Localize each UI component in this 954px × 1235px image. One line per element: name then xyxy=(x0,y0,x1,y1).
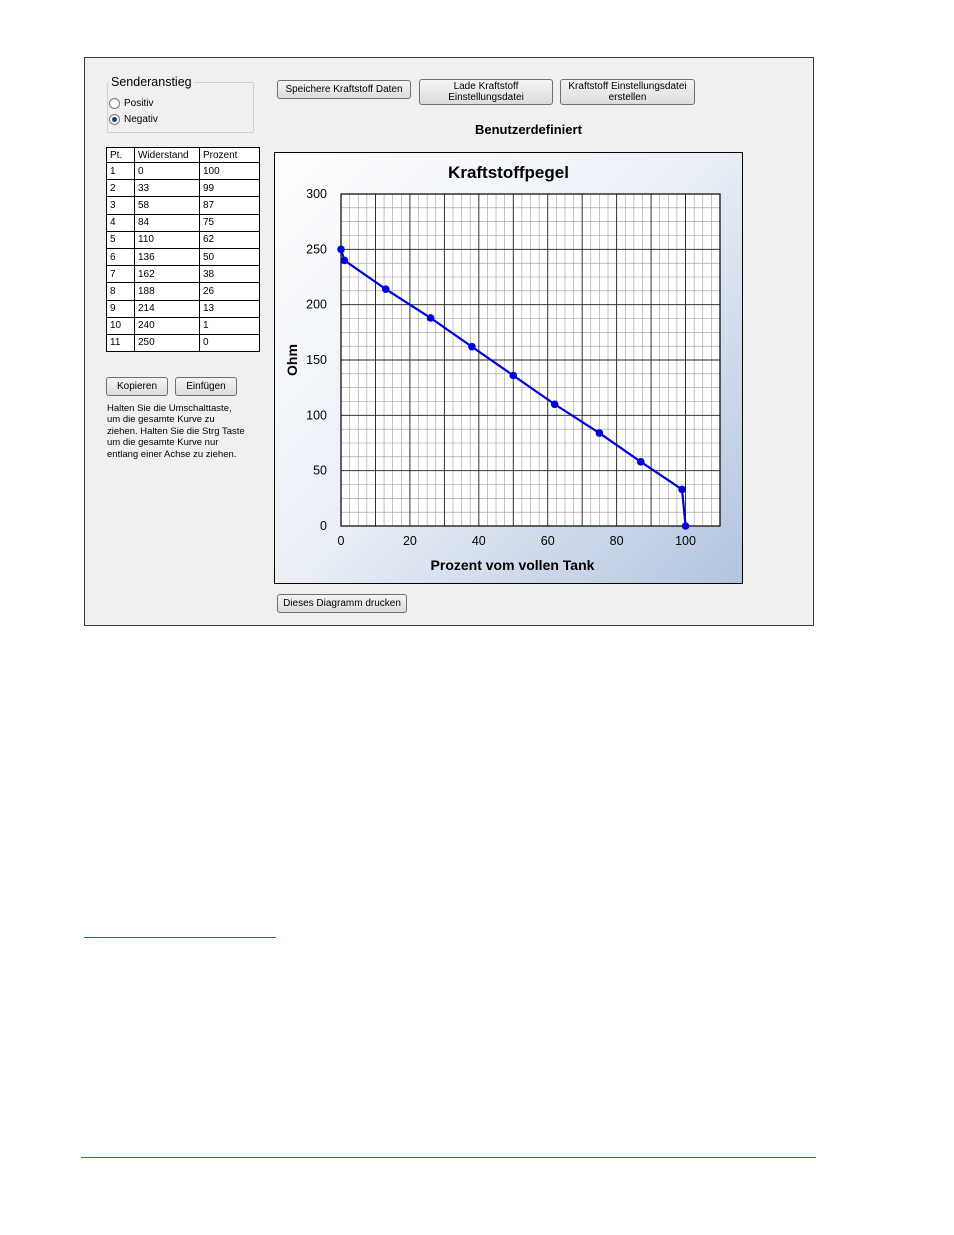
cell-prozent[interactable]: 50 xyxy=(200,248,260,265)
data-points-table[interactable] xyxy=(106,147,260,352)
cell-widerstand[interactable]: 162 xyxy=(135,266,200,283)
header-prozent: Prozent xyxy=(200,148,260,163)
table-row[interactable] xyxy=(107,231,260,248)
data-point[interactable] xyxy=(337,246,345,254)
fuel-level-chart[interactable] xyxy=(274,152,743,584)
cell-prozent[interactable]: 13 xyxy=(200,300,260,317)
y-tick-label: 100 xyxy=(306,408,327,423)
table-header-row xyxy=(107,148,260,163)
cell-pt[interactable]: 7 xyxy=(107,266,135,283)
create-fuel-settings-label-1: Kraftstoff Einstellungsdatei xyxy=(568,81,687,92)
x-tick-label: 40 xyxy=(471,534,486,548)
cell-widerstand[interactable]: 240 xyxy=(135,317,200,334)
print-chart-label: Dieses Diagramm drucken xyxy=(283,598,401,609)
data-point[interactable] xyxy=(341,257,349,265)
cell-pt[interactable]: 6 xyxy=(107,248,135,265)
y-tick-label: 0 xyxy=(320,519,327,533)
table-row[interactable] xyxy=(107,283,260,300)
cell-prozent[interactable]: 38 xyxy=(200,266,260,283)
radio-positiv[interactable] xyxy=(109,98,153,109)
radio-negativ-circle[interactable] xyxy=(109,114,120,125)
load-fuel-settings-label-1: Lade Kraftstoff xyxy=(453,81,519,92)
cell-pt[interactable]: 11 xyxy=(107,334,135,351)
footer-rule xyxy=(81,1157,816,1158)
cell-pt[interactable]: 8 xyxy=(107,283,135,300)
cell-prozent[interactable]: 1 xyxy=(200,317,260,334)
x-tick-label: 100 xyxy=(675,534,696,548)
cell-pt[interactable]: 9 xyxy=(107,300,135,317)
table-row[interactable] xyxy=(107,334,260,351)
data-point[interactable] xyxy=(551,400,559,408)
cell-prozent[interactable]: 75 xyxy=(200,214,260,231)
y-tick-label: 50 xyxy=(313,463,327,478)
save-fuel-data-label: Speichere Kraftstoff Daten xyxy=(285,84,403,95)
fuel-level-chart-svg[interactable] xyxy=(275,153,742,583)
data-point[interactable] xyxy=(637,458,645,466)
cell-widerstand[interactable]: 250 xyxy=(135,334,200,351)
cell-widerstand[interactable]: 84 xyxy=(135,214,200,231)
table-row[interactable] xyxy=(107,214,260,231)
cell-prozent[interactable]: 0 xyxy=(200,334,260,351)
table-row[interactable] xyxy=(107,248,260,265)
chart-title: Kraftstoffpegel xyxy=(448,163,569,182)
cell-prozent[interactable]: 87 xyxy=(200,197,260,214)
cell-prozent[interactable]: 26 xyxy=(200,283,260,300)
cell-pt[interactable]: 10 xyxy=(107,317,135,334)
table-row[interactable] xyxy=(107,266,260,283)
cell-pt[interactable]: 3 xyxy=(107,197,135,214)
x-tick-label: 80 xyxy=(609,534,624,548)
save-fuel-data-button[interactable] xyxy=(277,80,411,99)
link-underline xyxy=(84,937,276,938)
chart-subtitle: Benutzerdefiniert xyxy=(475,122,582,137)
y-tick-label: 200 xyxy=(306,297,327,312)
x-tick-label: 20 xyxy=(402,534,417,548)
load-fuel-settings-label-2: Einstellungsdatei xyxy=(448,92,524,103)
paste-label: Einfügen xyxy=(186,381,226,392)
x-axis-label: Prozent vom vollen Tank xyxy=(430,557,595,573)
header-pt: Pt. xyxy=(107,148,135,163)
create-fuel-settings-label-2: erstellen xyxy=(608,92,647,103)
table-row[interactable] xyxy=(107,197,260,214)
paste-button[interactable] xyxy=(175,377,237,396)
copy-label: Kopieren xyxy=(116,381,158,392)
table-row[interactable] xyxy=(107,180,260,197)
radio-negativ[interactable] xyxy=(109,114,158,125)
cell-prozent[interactable]: 62 xyxy=(200,231,260,248)
copy-button[interactable] xyxy=(106,377,168,396)
y-axis-label: Ohm xyxy=(284,344,300,376)
radio-negativ-label: Negativ xyxy=(124,114,158,125)
load-fuel-settings-button[interactable] xyxy=(419,79,553,105)
fuel-settings-panel xyxy=(84,57,814,626)
data-point[interactable] xyxy=(678,486,686,494)
cell-widerstand[interactable]: 58 xyxy=(135,197,200,214)
data-point[interactable] xyxy=(382,285,390,293)
data-point[interactable] xyxy=(468,343,476,351)
print-chart-button[interactable] xyxy=(277,594,407,613)
cell-prozent[interactable]: 100 xyxy=(200,163,260,180)
data-point[interactable] xyxy=(596,429,604,437)
table-row[interactable] xyxy=(107,317,260,334)
data-point[interactable] xyxy=(427,314,435,322)
x-tick-label: 0 xyxy=(337,534,345,548)
radio-positiv-label: Positiv xyxy=(124,98,154,109)
create-fuel-settings-button[interactable] xyxy=(560,79,695,105)
data-point[interactable] xyxy=(682,522,690,530)
cell-widerstand[interactable]: 33 xyxy=(135,180,200,197)
cell-widerstand[interactable]: 188 xyxy=(135,283,200,300)
y-tick-label: 150 xyxy=(306,353,327,367)
cell-pt[interactable]: 1 xyxy=(107,163,135,180)
table-row[interactable] xyxy=(107,300,260,317)
y-tick-label: 300 xyxy=(306,187,327,201)
cell-widerstand[interactable]: 0 xyxy=(135,163,200,180)
y-tick-label: 250 xyxy=(306,242,327,257)
x-tick-label: 60 xyxy=(540,534,555,548)
sender-slope-title: Senderanstieg xyxy=(111,75,192,89)
drag-hint-text: Halten Sie die Umschalttaste, um die gesamte Kurve zu ziehen. Halten Sie die Strg Taste um die gesamte Kurve nur entlang einer Achse zu ziehen. xyxy=(107,403,245,460)
cell-pt[interactable]: 5 xyxy=(107,231,135,248)
radio-positiv-circle[interactable] xyxy=(109,98,120,109)
table-row[interactable] xyxy=(107,163,260,180)
data-point[interactable] xyxy=(509,372,517,380)
cell-widerstand[interactable]: 110 xyxy=(135,231,200,248)
cell-widerstand[interactable]: 214 xyxy=(135,300,200,317)
cell-widerstand[interactable]: 136 xyxy=(135,248,200,265)
cell-prozent[interactable]: 99 xyxy=(200,180,260,197)
cell-pt[interactable]: 4 xyxy=(107,214,135,231)
header-widerstand: Widerstand xyxy=(135,148,200,163)
cell-pt[interactable]: 2 xyxy=(107,180,135,197)
